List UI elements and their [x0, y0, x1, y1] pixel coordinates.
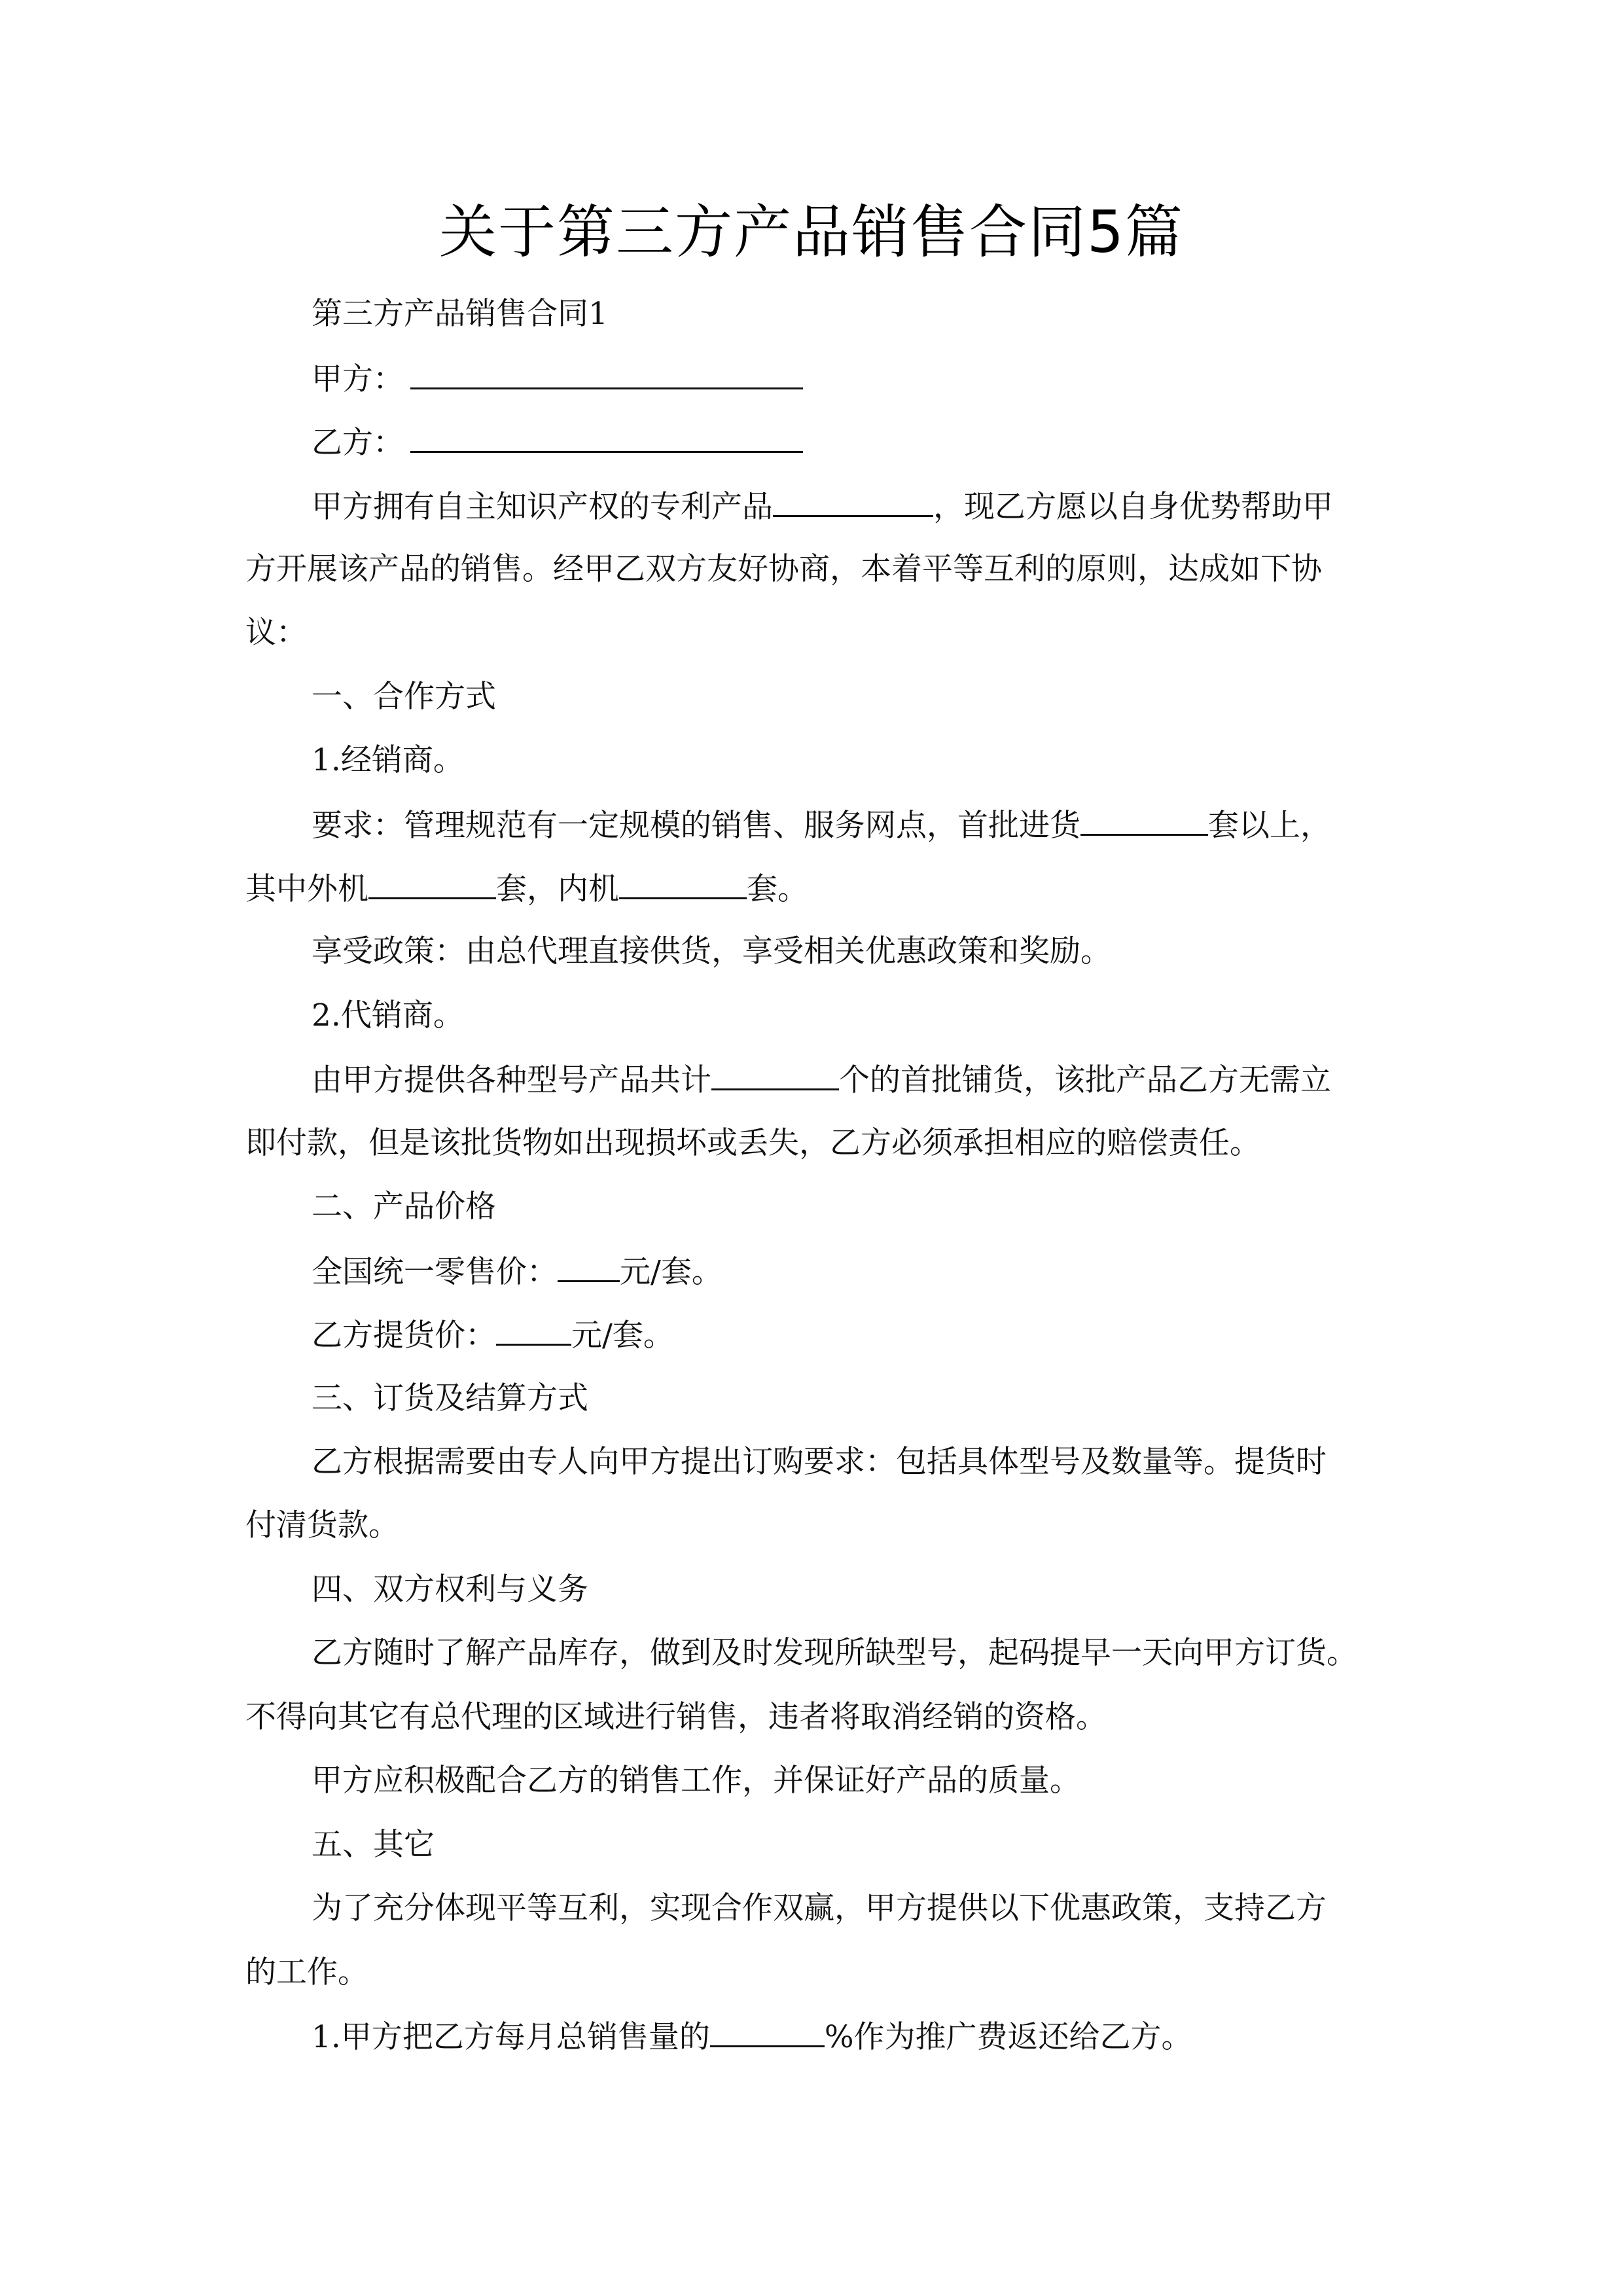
product-blank: [773, 486, 933, 517]
requirement-line-1: [312, 805, 1444, 846]
policy-line: 享受政策：由总代理直接供货，享受相关优惠政策和奖励。: [312, 933, 1111, 969]
ordering-line-1: 乙方根据需要由专人向甲方提出订购要求：包括具体型号及数量等。提货时: [312, 1444, 1327, 1480]
intro-line-3: 议：: [245, 615, 307, 651]
pickup-price-blank: [496, 1315, 571, 1346]
item-distributor: 1.经销商。: [312, 742, 464, 778]
requirement-text: 套，内机: [496, 871, 619, 907]
rebate-line: [312, 2017, 1444, 2057]
intro-line-1: [312, 486, 1444, 527]
requirement-text: 套。: [747, 871, 808, 907]
first-batch-blank: [1080, 805, 1208, 836]
party-a-label: 甲方：: [312, 361, 404, 397]
agent-text: 个的首批铺货，该批产品乙方无需立: [839, 1062, 1331, 1098]
section-4-heading: 四、双方权利与义务: [312, 1571, 588, 1607]
party-b-label: 乙方：: [312, 425, 404, 461]
rebate-text: %作为推广费返还给乙方。: [824, 2019, 1192, 2055]
contract-subtitle: 第三方产品销售合同1: [312, 296, 608, 332]
party-b-row: [312, 422, 1444, 463]
requirement-text: 要求：管理规范有一定规模的销售、服务网点，首批进货: [312, 808, 1080, 844]
agent-line-1: [312, 1060, 1444, 1100]
rights-line-2: 不得向其它有总代理的区域进行销售，违者将取消经销的资格。: [245, 1699, 1107, 1735]
indoor-unit-blank: [619, 869, 747, 899]
agent-text: 由甲方提供各种型号产品共计: [312, 1062, 711, 1098]
agent-line-2: 即付款，但是该批货物如出现损坏或丢失，乙方必须承担相应的赔偿责任。: [245, 1125, 1260, 1161]
retail-unit: 元/套。: [620, 1254, 722, 1290]
pickup-price-line: [312, 1315, 1444, 1355]
intro-text: ，现乙方愿以自身优势帮助甲: [933, 489, 1333, 525]
requirement-line-2: [245, 869, 1378, 909]
ordering-line-2: 付清货款。: [245, 1507, 399, 1543]
item-agent: 2.代销商。: [312, 997, 464, 1033]
other-line-1: 为了充分体现平等互利，实现合作双赢，甲方提供以下优惠政策，支持乙方: [312, 1890, 1327, 1926]
pickup-unit: 元/套。: [571, 1318, 674, 1354]
rebate-percent-blank: [710, 2017, 825, 2047]
other-line-2: 的工作。: [245, 1954, 368, 1990]
intro-text: 甲方拥有自主知识产权的专利产品: [312, 489, 773, 525]
party-a-blank: [410, 359, 803, 389]
retail-price-line: [312, 1251, 1444, 1292]
party-a-row: [312, 359, 1444, 399]
section-1-heading: 一、合作方式: [312, 679, 496, 715]
rebate-text: 1.甲方把乙方每月总销售量的: [312, 2019, 710, 2055]
intro-line-2: 方开展该产品的销售。经甲乙双方友好协商，本着平等互利的原则，达成如下协: [245, 551, 1322, 587]
pickup-label: 乙方提货价：: [312, 1318, 496, 1354]
requirement-text: 套以上，: [1208, 808, 1331, 844]
section-3-heading: 三、订货及结算方式: [312, 1380, 588, 1416]
document-title: 关于第三方产品销售合同5篇: [439, 198, 1184, 266]
retail-label: 全国统一零售价：: [312, 1254, 558, 1290]
retail-price-blank: [558, 1251, 620, 1282]
rights-line-1: 乙方随时了解产品库存，做到及时发现所缺型号，起码提早一天向甲方订货。: [312, 1635, 1357, 1671]
rights-line-3: 甲方应积极配合乙方的销售工作，并保证好产品的质量。: [312, 1763, 1080, 1799]
requirement-text: 其中外机: [245, 871, 368, 907]
section-2-heading: 二、产品价格: [312, 1189, 496, 1225]
section-5-heading: 五、其它: [312, 1827, 435, 1863]
outdoor-unit-blank: [368, 869, 496, 899]
party-b-blank: [410, 422, 803, 453]
quantity-blank: [711, 1060, 839, 1090]
